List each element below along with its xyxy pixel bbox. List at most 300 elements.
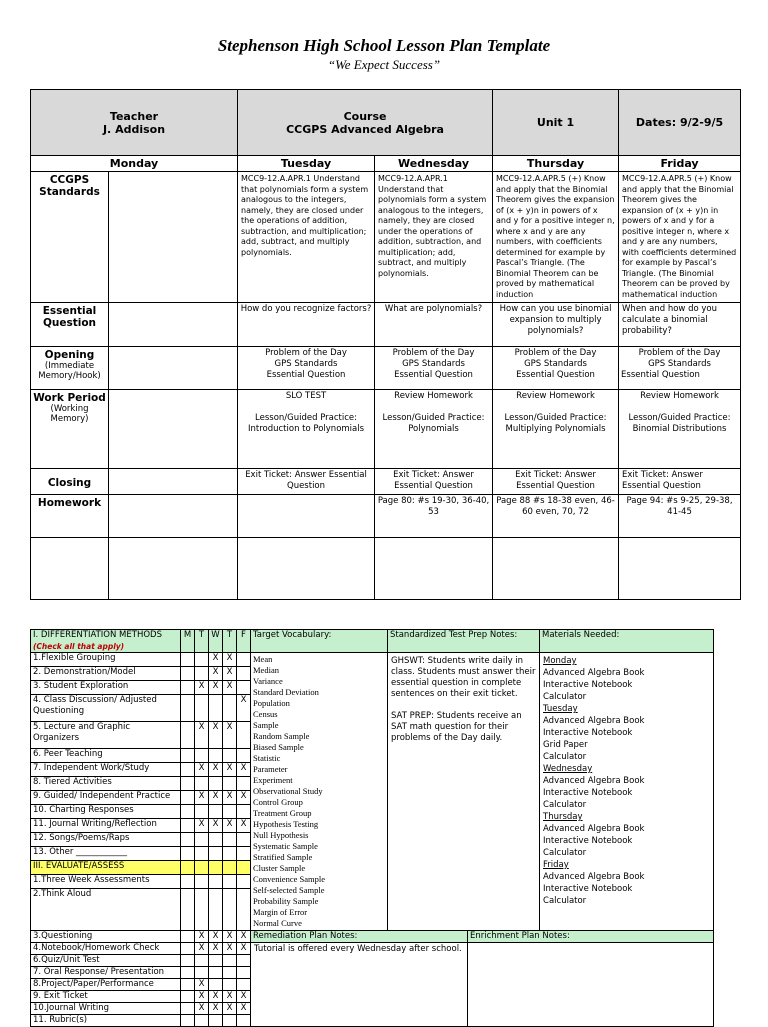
check-mark-cell: X <box>223 931 237 943</box>
vocab-term: Cluster Sample <box>253 863 306 873</box>
teacher-label: Teacher <box>109 109 159 123</box>
essential-thursday: How can you use binomial expansion to multiply polynomials? <box>493 303 619 347</box>
method-label: 11. Journal Writing/Reflection <box>31 818 181 832</box>
check-mark-cell <box>223 967 237 979</box>
enrichment-notes <box>468 943 714 1027</box>
row-label-homework: Homework <box>31 495 109 538</box>
homework-friday: Page 94: #s 9-25, 29-38, 41-45 <box>619 495 741 538</box>
check-mark-cell: X <box>223 762 237 776</box>
method-label: 9. Guided/ Independent Practice <box>31 790 181 804</box>
check-mark-cell <box>237 846 251 860</box>
vocab-list <box>251 653 388 931</box>
check-mark-cell <box>181 943 195 955</box>
row-label-standards: CCGPS Standards <box>31 172 109 303</box>
check-mark-cell <box>209 748 223 762</box>
materials-item: Calculator <box>543 752 587 762</box>
check-mark-cell <box>223 955 237 967</box>
work-row <box>31 390 741 469</box>
opening-wednesday <box>375 347 493 390</box>
check-mark-cell <box>237 832 251 846</box>
method-label: 7. Oral Response/ Presentation <box>31 967 181 979</box>
check-mark-cell <box>195 955 209 967</box>
opening-thursday <box>493 347 619 390</box>
homework-row <box>31 495 741 538</box>
vocab-term: Hypothesis Testing <box>253 819 319 829</box>
check-mark-cell <box>223 888 237 930</box>
check-mark-cell: X <box>209 667 223 681</box>
check-mark-cell: X <box>223 653 237 667</box>
check-mark-cell <box>181 888 195 930</box>
check-mark-cell <box>223 860 237 874</box>
vocab-term: Control Group <box>253 797 303 807</box>
check-mark-cell <box>181 1015 195 1027</box>
method-label: 3.Questioning <box>31 931 181 943</box>
work-friday-line: Lesson/Guided Practice: Binomial Distributions <box>628 413 731 434</box>
row-label-opening <box>31 347 109 390</box>
check-mark-cell <box>181 804 195 818</box>
check-mark-cell <box>237 860 251 874</box>
work-tuesday <box>238 390 375 469</box>
work-thursday <box>493 390 619 469</box>
unit-cell: Unit 1 <box>493 90 619 156</box>
diff-heading: I. DIFFERENTIATION METHODS <box>33 630 162 640</box>
check-mark-cell <box>237 653 251 667</box>
opening-friday-line: Problem of the Day <box>638 348 721 358</box>
day-column-header: W <box>209 630 223 653</box>
check-mark-cell <box>195 748 209 762</box>
check-mark-cell: X <box>223 681 237 695</box>
check-mark-cell <box>223 695 237 722</box>
check-mark-cell: X <box>223 790 237 804</box>
vocab-term: Sample <box>253 720 279 730</box>
closing-monday <box>109 469 238 495</box>
check-mark-cell <box>237 748 251 762</box>
work-thursday-line: Lesson/Guided Practice: Multiplying Polynomials <box>504 413 607 434</box>
check-mark-cell <box>209 832 223 846</box>
check-mark-cell: X <box>195 943 209 955</box>
row-label-work <box>31 390 109 469</box>
test-prep-notes <box>388 653 540 931</box>
check-mark-cell: X <box>237 818 251 832</box>
work-wednesday <box>375 390 493 469</box>
standards-thursday: MCC9-12.A.APR.5 (+) Know and apply that the Binomial Theorem gives the expansion of (x + y)n in powers of x and y for a positive integer n, where x and y are any numbers, with coefficients determined for example by Pascal’s Triangle. (The Binomial Theorem can be proved by mathematical induction <box>493 172 619 303</box>
check-mark-cell <box>209 979 223 991</box>
test-prep-sat: SAT PREP: Students receive an SAT math question for their problems of the Day daily. <box>391 711 522 743</box>
blank-cell <box>238 538 375 600</box>
essential-friday: When and how do you calculate a binomial probability? <box>619 303 741 347</box>
check-mark-cell <box>195 832 209 846</box>
day-tuesday: Tuesday <box>238 156 375 172</box>
closing-wednesday: Exit Ticket: Answer Essential Question <box>375 469 493 495</box>
opening-wednesday-line: Essential Question <box>394 370 473 380</box>
check-mark-cell: X <box>195 931 209 943</box>
check-mark-cell: X <box>209 818 223 832</box>
method-label: 11. Rubric(s) <box>31 1015 181 1027</box>
work-label: Work Period <box>33 392 106 404</box>
check-mark-cell <box>237 776 251 790</box>
check-mark-cell <box>195 776 209 790</box>
day-column-header: M <box>181 630 195 653</box>
blank-cell <box>31 538 109 600</box>
check-mark-cell: X <box>209 931 223 943</box>
materials-item: Advanced Algebra Book <box>543 776 645 786</box>
check-mark-cell <box>209 874 223 888</box>
essential-row <box>31 303 741 347</box>
lesson-plan-table <box>30 89 741 600</box>
check-mark-cell <box>209 955 223 967</box>
check-mark-cell <box>237 1015 251 1027</box>
course-label: Course <box>343 109 387 123</box>
check-mark-cell <box>209 776 223 790</box>
check-mark-cell <box>181 874 195 888</box>
course-name: CCGPS Advanced Algebra <box>286 122 444 136</box>
check-mark-cell: X <box>195 1003 209 1015</box>
homework-monday <box>109 495 238 538</box>
check-mark-cell <box>181 991 195 1003</box>
check-mark-cell <box>181 931 195 943</box>
check-mark-cell: X <box>209 653 223 667</box>
check-mark-cell <box>181 762 195 776</box>
vocab-term: Biased Sample <box>253 742 304 752</box>
opening-wednesday-line: Problem of the Day <box>392 348 475 358</box>
check-mark-cell: X <box>209 991 223 1003</box>
check-mark-cell: X <box>237 1003 251 1015</box>
check-mark-cell <box>209 1015 223 1027</box>
row-label-essential: Essential Question <box>31 303 109 347</box>
diff-heading-note: (Check all that apply) <box>33 642 125 651</box>
essential-tuesday: How do you recognize factors? <box>238 303 375 347</box>
check-mark-cell <box>237 874 251 888</box>
method-label: 4. Class Discussion/ Adjusted Questioning <box>31 695 181 722</box>
opening-thursday-line: Essential Question <box>516 370 595 380</box>
closing-row <box>31 469 741 495</box>
diff-header-row <box>31 630 714 653</box>
check-mark-cell <box>181 748 195 762</box>
materials-item: Calculator <box>543 692 587 702</box>
method-label: 8.Project/Paper/Performance <box>31 979 181 991</box>
differentiation-table <box>30 629 714 1027</box>
opening-tuesday-line: Problem of the Day <box>265 348 347 358</box>
check-mark-cell <box>209 695 223 722</box>
method-label: 2.Think Aloud <box>31 888 181 930</box>
check-mark-cell: X <box>237 762 251 776</box>
blank-cell <box>375 538 493 600</box>
check-mark-cell <box>195 695 209 722</box>
test-prep-heading: Standardized Test Prep Notes: <box>388 630 540 653</box>
diff-heading-cell <box>31 630 181 653</box>
check-mark-cell: X <box>237 991 251 1003</box>
opening-tuesday-line: Essential Question <box>266 370 346 380</box>
method-label: 4.Notebook/Homework Check <box>31 943 181 955</box>
materials-item: Advanced Algebra Book <box>543 824 645 834</box>
vocab-term: Null Hypothesis <box>253 830 309 840</box>
opening-sublabel: (Immediate Memory/Hook) <box>38 361 101 381</box>
check-mark-cell <box>195 967 209 979</box>
check-mark-cell <box>237 967 251 979</box>
check-mark-cell <box>237 681 251 695</box>
document-title: Stephenson High School Lesson Plan Template <box>217 36 551 55</box>
method-label: 1.Three Week Assessments <box>31 874 181 888</box>
check-mark-cell <box>195 804 209 818</box>
method-label: 9. Exit Ticket <box>31 991 181 1003</box>
standards-row <box>31 172 741 303</box>
work-sublabel: (Working Memory) <box>50 404 89 424</box>
day-friday: Friday <box>619 156 741 172</box>
opening-friday <box>619 347 741 390</box>
check-mark-cell <box>223 979 237 991</box>
check-mark-cell <box>223 776 237 790</box>
opening-row <box>31 347 741 390</box>
vocab-term: Mean <box>253 654 273 664</box>
method-label: 1.Flexible Grouping <box>31 653 181 667</box>
check-mark-cell: X <box>223 991 237 1003</box>
opening-friday-line: GPS Standards <box>648 359 711 369</box>
check-mark-cell <box>209 967 223 979</box>
materials-item: Interactive Notebook <box>543 728 633 738</box>
check-mark-cell <box>223 1015 237 1027</box>
check-mark-cell <box>237 888 251 930</box>
course-cell <box>238 90 493 156</box>
standards-tuesday: MCC9-12.A.APR.1 Understand that polynomials form a system analogous to the integers, namely, they are closed under the operations of addition, subtraction, and multiplication; add, subtract, and multiply polynomials. <box>238 172 375 303</box>
vocab-term: Stratified Sample <box>253 852 313 862</box>
check-mark-cell: X <box>195 991 209 1003</box>
diff-row <box>31 653 714 667</box>
vocab-term: Parameter <box>253 764 288 774</box>
work-wednesday-line: Review Homework <box>394 391 473 401</box>
check-mark-cell <box>181 667 195 681</box>
check-mark-cell <box>181 832 195 846</box>
check-mark-cell: X <box>223 1003 237 1015</box>
check-mark-cell: X <box>223 818 237 832</box>
materials-item: Grid Paper <box>543 740 588 750</box>
vocab-term: Probability Sample <box>253 896 319 906</box>
day-column-header: T <box>223 630 237 653</box>
method-label: 6.Quiz/Unit Test <box>31 955 181 967</box>
check-mark-cell <box>237 979 251 991</box>
check-mark-cell <box>181 846 195 860</box>
vocab-term: Convenience Sample <box>253 874 325 884</box>
teacher-name: J. Addison <box>102 122 166 136</box>
blank-cell <box>619 538 741 600</box>
check-mark-cell <box>181 967 195 979</box>
check-mark-cell <box>195 874 209 888</box>
work-friday-line: Review Homework <box>640 391 719 401</box>
materials-day: Tuesday <box>543 704 578 714</box>
enrichment-heading: Enrichment Plan Notes: <box>468 931 714 943</box>
remediation-notes: Tutorial is offered every Wednesday after school. <box>251 943 468 1027</box>
check-mark-cell <box>223 846 237 860</box>
check-mark-cell: X <box>195 681 209 695</box>
check-mark-cell <box>181 681 195 695</box>
blank-row <box>31 538 741 600</box>
day-thursday: Thursday <box>493 156 619 172</box>
blank-cell <box>109 538 238 600</box>
vocab-term: Median <box>253 665 279 675</box>
method-label: 5. Lecture and Graphic Organizers <box>31 721 181 748</box>
homework-tuesday <box>238 495 375 538</box>
materials-day: Thursday <box>543 812 583 822</box>
work-thursday-line: Review Homework <box>516 391 595 401</box>
vocab-term: Margin of Error <box>253 907 308 917</box>
check-mark-cell: X <box>223 721 237 748</box>
opening-tuesday-line: GPS Standards <box>274 359 338 369</box>
homework-wednesday: Page 80: #s 19-30, 36-40, 53 <box>375 495 493 538</box>
check-mark-cell <box>195 667 209 681</box>
day-column-header: T <box>195 630 209 653</box>
materials-item: Calculator <box>543 800 587 810</box>
check-mark-cell: X <box>223 667 237 681</box>
check-mark-cell <box>237 955 251 967</box>
materials-day: Monday <box>543 656 577 666</box>
opening-thursday-line: GPS Standards <box>524 359 587 369</box>
days-row <box>31 156 741 172</box>
materials-item: Interactive Notebook <box>543 788 633 798</box>
materials-list <box>540 653 714 931</box>
work-friday <box>619 390 741 469</box>
homework-thursday: Page 88 #s 18-38 even, 46-60 even, 70, 72 <box>493 495 619 538</box>
check-mark-cell <box>195 653 209 667</box>
vocab-term: Census <box>253 709 278 719</box>
method-label: 8. Tiered Activities <box>31 776 181 790</box>
work-tuesday-line: SLO TEST <box>285 391 327 401</box>
check-mark-cell <box>237 667 251 681</box>
header-row <box>31 90 741 156</box>
document-subtitle: “We Expect Success” <box>327 57 441 72</box>
check-mark-cell: X <box>209 1003 223 1015</box>
check-mark-cell <box>181 721 195 748</box>
check-mark-cell: X <box>195 721 209 748</box>
dates-cell: Dates: 9/2-9/5 <box>619 90 741 156</box>
check-mark-cell: X <box>209 681 223 695</box>
check-mark-cell <box>223 832 237 846</box>
check-mark-cell: X <box>237 943 251 955</box>
materials-heading: Materials Needed: <box>540 630 714 653</box>
closing-friday: Exit Ticket: Answer Essential Question <box>619 469 741 495</box>
vocab-term: Treatment Group <box>253 808 312 818</box>
materials-item: Advanced Algebra Book <box>543 668 645 678</box>
closing-tuesday: Exit Ticket: Answer Essential Question <box>238 469 375 495</box>
check-mark-cell: X <box>209 790 223 804</box>
standards-monday <box>109 172 238 303</box>
vocab-term: Population <box>253 698 290 708</box>
essential-monday <box>109 303 238 347</box>
method-label: 7. Independent Work/Study <box>31 762 181 776</box>
method-label: 10.Journal Writing <box>31 1003 181 1015</box>
check-mark-cell <box>181 979 195 991</box>
work-monday <box>109 390 238 469</box>
check-mark-cell: X <box>209 943 223 955</box>
vocab-term: Systematic Sample <box>253 841 318 851</box>
check-mark-cell: X <box>195 818 209 832</box>
essential-wednesday: What are polynomials? <box>375 303 493 347</box>
diff-row <box>31 931 714 943</box>
method-label: 13. Other ____________ <box>31 846 181 860</box>
check-mark-cell <box>195 860 209 874</box>
closing-thursday: Exit Ticket: Answer Essential Question <box>493 469 619 495</box>
standards-wednesday: MCC9-12.A.APR.1 Understand that polynomials form a system analogous to the integers, namely, they are closed under the operations of addition, subtraction, and multiplication; add, subtract, and multiply polynomials. <box>375 172 493 303</box>
method-label: 3. Student Exploration <box>31 681 181 695</box>
vocab-term: Experiment <box>253 775 293 785</box>
check-mark-cell: X <box>237 695 251 722</box>
check-mark-cell <box>181 955 195 967</box>
method-label: 6. Peer Teaching <box>31 748 181 762</box>
check-mark-cell: X <box>237 931 251 943</box>
check-mark-cell <box>223 748 237 762</box>
method-label: 10. Charting Responses <box>31 804 181 818</box>
check-mark-cell <box>181 790 195 804</box>
method-label: 2. Demonstration/Model <box>31 667 181 681</box>
check-mark-cell <box>195 888 209 930</box>
blank-cell <box>493 538 619 600</box>
check-mark-cell <box>195 1015 209 1027</box>
check-mark-cell: X <box>195 979 209 991</box>
vocab-heading: Target Vocabulary: <box>251 630 388 653</box>
work-wednesday-line: Lesson/Guided Practice: Polynomials <box>382 413 485 434</box>
day-wednesday: Wednesday <box>375 156 493 172</box>
check-mark-cell: X <box>209 762 223 776</box>
check-mark-cell <box>223 804 237 818</box>
check-mark-cell <box>181 1003 195 1015</box>
check-mark-cell <box>181 653 195 667</box>
check-mark-cell: X <box>237 790 251 804</box>
test-prep-ghswt: GHSWT: Students write daily in class. Students must answer their essential question in complete sentences on their exit ticket. <box>391 656 536 699</box>
check-mark-cell: X <box>209 721 223 748</box>
check-mark-cell <box>209 846 223 860</box>
materials-item: Calculator <box>543 896 587 906</box>
check-mark-cell <box>181 860 195 874</box>
teacher-cell <box>31 90 238 156</box>
opening-thursday-line: Problem of the Day <box>514 348 597 358</box>
materials-item: Advanced Algebra Book <box>543 872 645 882</box>
check-mark-cell <box>181 818 195 832</box>
assess-heading: III. EVALUATE/ASSESS <box>31 860 181 874</box>
materials-item: Interactive Notebook <box>543 680 633 690</box>
materials-item: Interactive Notebook <box>543 836 633 846</box>
vocab-term: Normal Curve <box>253 918 302 928</box>
check-mark-cell <box>209 860 223 874</box>
vocab-term: Random Sample <box>253 731 310 741</box>
check-mark-cell <box>195 846 209 860</box>
work-tuesday-line: Lesson/Guided Practice: Introduction to Polynomials <box>247 413 365 434</box>
opening-label: Opening <box>44 349 95 361</box>
check-mark-cell: X <box>195 790 209 804</box>
check-mark-cell <box>237 804 251 818</box>
vocab-term: Self-selected Sample <box>253 885 325 895</box>
check-mark-cell: X <box>223 943 237 955</box>
standards-friday: MCC9-12.A.APR.5 (+) Know and apply that the Binomial Theorem gives the expansion of (x + y)n in powers of x and y for a positive integer n, where x and y are any numbers, with coefficients determined for example by Pascal’s Triangle. (The Binomial Theorem can be proved by mathematical induction <box>619 172 741 303</box>
opening-friday-line: Essential Question <box>621 370 700 380</box>
vocab-term: Statistic <box>253 753 281 763</box>
opening-tuesday <box>238 347 375 390</box>
check-mark-cell <box>223 874 237 888</box>
check-mark-cell <box>237 721 251 748</box>
vocab-term: Observational Study <box>253 786 323 796</box>
materials-day: Friday <box>543 860 569 870</box>
check-mark-cell <box>209 804 223 818</box>
vocab-term: Standard Deviation <box>253 687 319 697</box>
row-label-closing: Closing <box>31 469 109 495</box>
day-monday: Monday <box>31 156 238 172</box>
materials-item: Advanced Algebra Book <box>543 716 645 726</box>
materials-day: Wednesday <box>543 764 593 774</box>
vocab-term: Variance <box>253 676 283 686</box>
materials-item: Interactive Notebook <box>543 884 633 894</box>
remediation-heading: Remediation Plan Notes: <box>251 931 468 943</box>
check-mark-cell <box>209 888 223 930</box>
check-mark-cell <box>181 695 195 722</box>
method-label: 12. Songs/Poems/Raps <box>31 832 181 846</box>
diff-row <box>31 943 714 955</box>
